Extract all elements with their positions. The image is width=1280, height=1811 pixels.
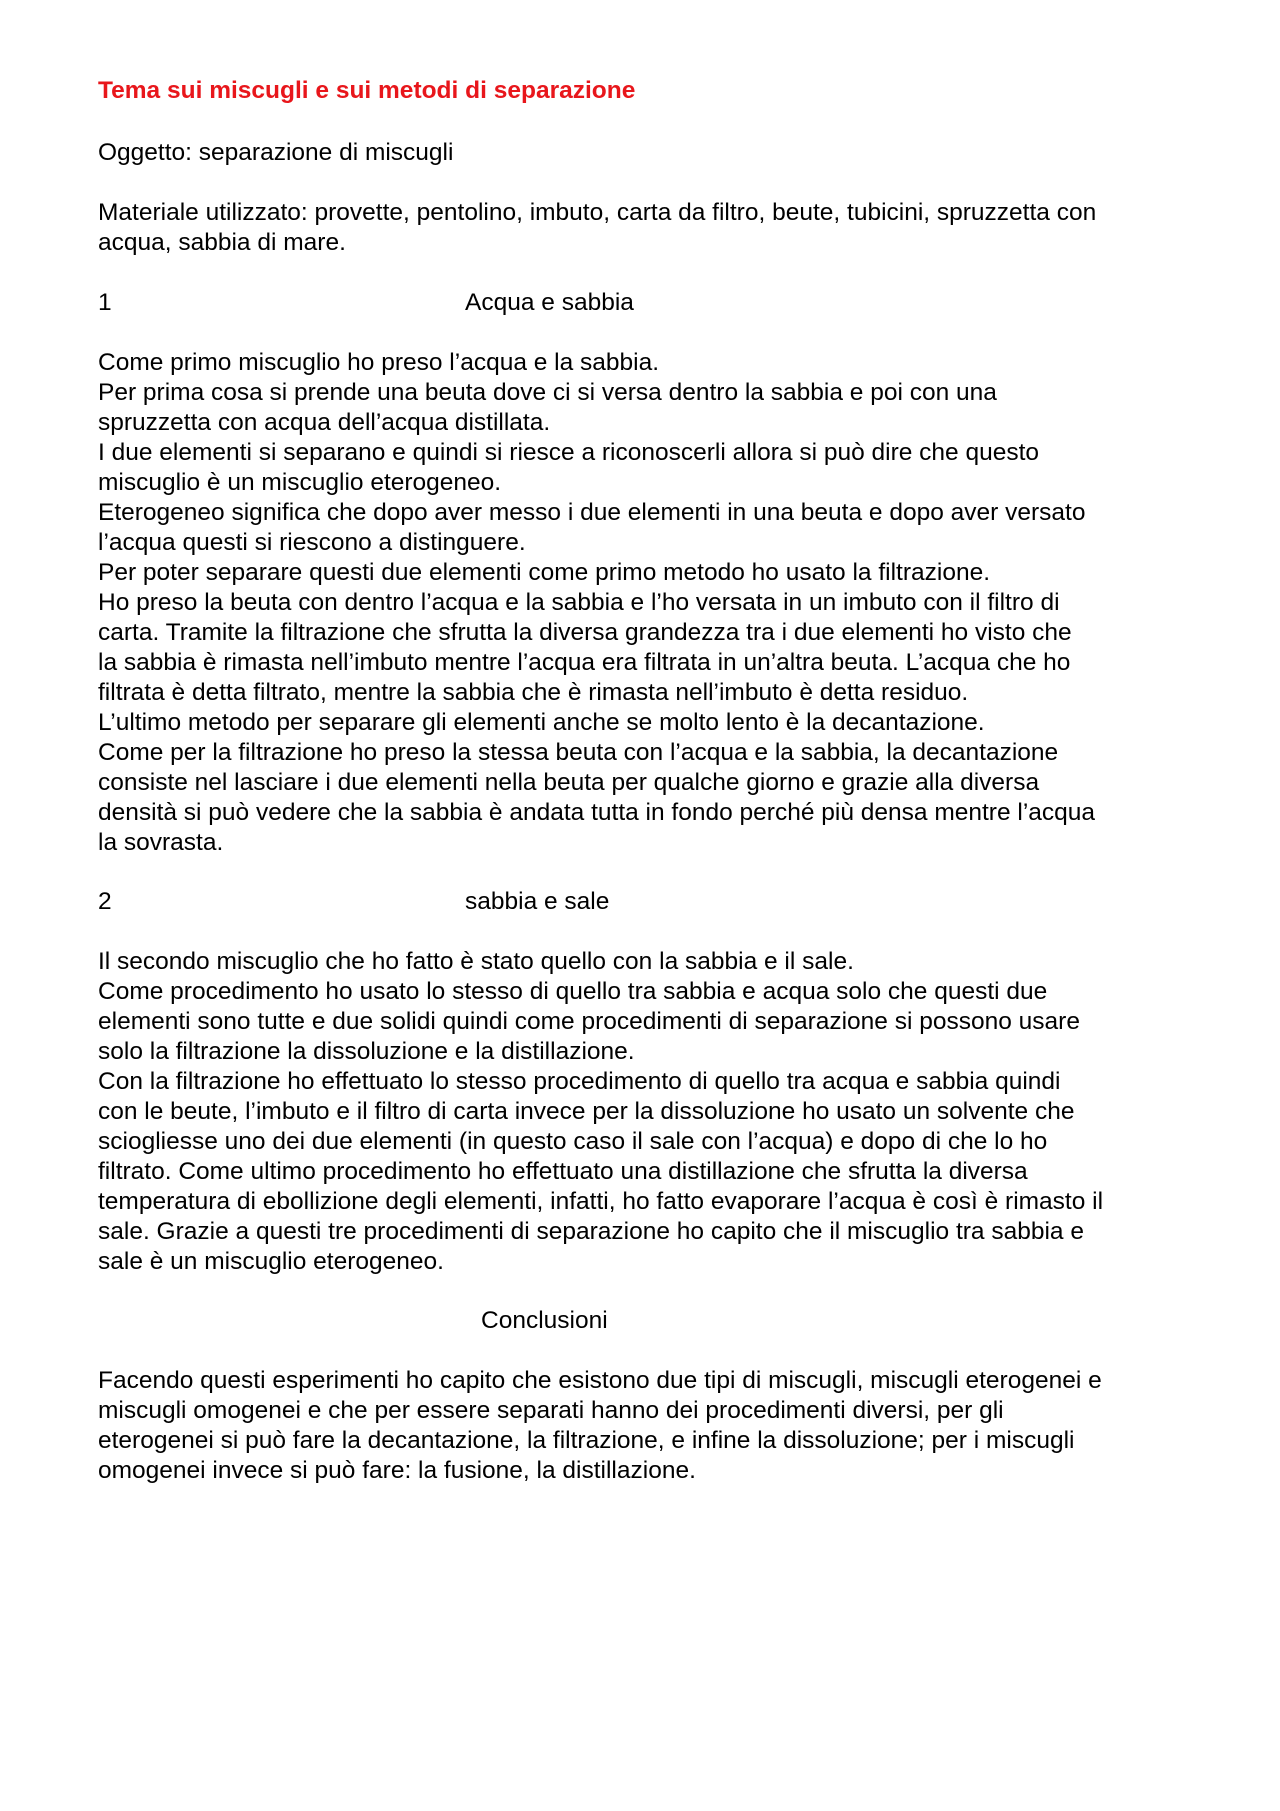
- section-2-number: 2: [98, 888, 112, 915]
- body-line: Come primo miscuglio ho preso l’acqua e la sabbia.: [98, 349, 660, 376]
- section-2-body: [98, 947, 1188, 1277]
- body-line: I due elementi si separano e quindi si riesce a riconoscerli allora si può dire che questo: [98, 439, 1040, 466]
- body-line: temperatura di ebollizione degli elementi, infatti, ho fatto evaporare l’acqua è così è rimasto il: [98, 1188, 1104, 1215]
- body-line: sale è un miscuglio eterogeneo.: [98, 1248, 444, 1275]
- body-line: omogenei invece si può fare: la fusione, la distillazione.: [98, 1457, 696, 1484]
- body-line: con le beute, l’imbuto e il filtro di carta invece per la dissoluzione ho usato un solvente che: [98, 1098, 1075, 1125]
- body-line: la sabbia è rimasta nell’imbuto mentre l’acqua era filtrata in un’altra beuta. L’acqua che ho: [98, 649, 1071, 676]
- body-line: consiste nel lasciare i due elementi nella beuta per qualche giorno e grazie alla diversa: [98, 769, 1040, 796]
- conclusions-heading: Conclusioni: [481, 1307, 608, 1334]
- body-line: filtrata è detta filtrato, mentre la sabbia che è rimasta nell’imbuto è detta residuo.: [98, 679, 969, 706]
- body-line: Per poter separare questi due elementi come primo metodo ho usato la filtrazione.: [98, 559, 991, 586]
- section-2-heading: [98, 887, 1188, 917]
- body-line: Eterogeneo significa che dopo aver messo i due elementi in una beuta e dopo aver versato: [98, 499, 1086, 526]
- body-line: densità si può vedere che la sabbia è andata tutta in fondo perché più densa mentre l’acqua: [98, 799, 1096, 826]
- body-line: miscugli omogenei e che per essere separati hanno dei procedimenti diversi, per gli: [98, 1397, 1004, 1424]
- subject-line: [98, 138, 1188, 168]
- body-line: l’acqua questi si riescono a distinguere.: [98, 529, 526, 556]
- body-line: eterogenei si può fare la decantazione, la filtrazione, e infine la dissoluzione; per i miscugli: [98, 1427, 1075, 1454]
- document-title: Tema sui miscugli e sui metodi di separazione: [98, 77, 636, 104]
- body-line: filtrato. Come ultimo procedimento ho effettuato una distillazione che sfrutta la diversa: [98, 1158, 1028, 1185]
- body-line: Facendo questi esperimenti ho capito che esistono due tipi di miscugli, miscugli eterogenei e: [98, 1367, 1102, 1394]
- materials-line: Materiale utilizzato: provette, pentolino, imbuto, carta da filtro, beute, tubicini, spruzzetta con: [98, 199, 1097, 226]
- body-line: Il secondo miscuglio che ho fatto è stato quello con la sabbia e il sale.: [98, 948, 854, 975]
- materials-paragraph: [98, 198, 1188, 258]
- body-line: spruzzetta con acqua dell’acqua distillata.: [98, 409, 551, 436]
- body-line: Per prima cosa si prende una beuta dove ci si versa dentro la sabbia e poi con una: [98, 379, 997, 406]
- body-line: la sovrasta.: [98, 829, 224, 856]
- body-line: Ho preso la beuta con dentro l’acqua e la sabbia e l’ho versata in un imbuto con il filtro di: [98, 589, 1060, 616]
- materials-line: acqua, sabbia di mare.: [98, 229, 346, 256]
- body-line: Con la filtrazione ho effettuato lo stesso procedimento di quello tra acqua e sabbia quindi: [98, 1068, 1061, 1095]
- body-line: Come procedimento ho usato lo stesso di quello tra sabbia e acqua solo che questi due: [98, 978, 1048, 1005]
- body-line: solo la filtrazione la dissoluzione e la distillazione.: [98, 1038, 635, 1065]
- body-line: carta. Tramite la filtrazione che sfrutta la diversa grandezza tra i due elementi ho visto che: [98, 619, 1072, 646]
- body-line: L’ultimo metodo per separare gli elementi anche se molto lento è la decantazione.: [98, 709, 985, 736]
- body-line: elementi sono tutte e due solidi quindi come procedimenti di separazione si possono usare: [98, 1008, 1080, 1035]
- body-line: sciogliesse uno dei due elementi (in questo caso il sale con l’acqua) e dopo di che lo ho: [98, 1128, 1048, 1155]
- subject-text: Oggetto: separazione di miscugli: [98, 139, 454, 166]
- section-1-heading: [98, 288, 1188, 318]
- section-1-number: 1: [98, 289, 112, 316]
- body-line: sale. Grazie a questi tre procedimenti di separazione ho capito che il miscuglio tra sabbia e: [98, 1218, 1084, 1245]
- body-line: Come per la filtrazione ho preso la stessa beuta con l’acqua e la sabbia, la decantazione: [98, 739, 1059, 766]
- section-1-title: Acqua e sabbia: [465, 289, 634, 316]
- body-line: miscuglio è un miscuglio eterogeneo.: [98, 469, 502, 496]
- section-1-body: [98, 348, 1188, 858]
- conclusions-body: [98, 1366, 1188, 1486]
- section-2-title: sabbia e sale: [465, 888, 610, 915]
